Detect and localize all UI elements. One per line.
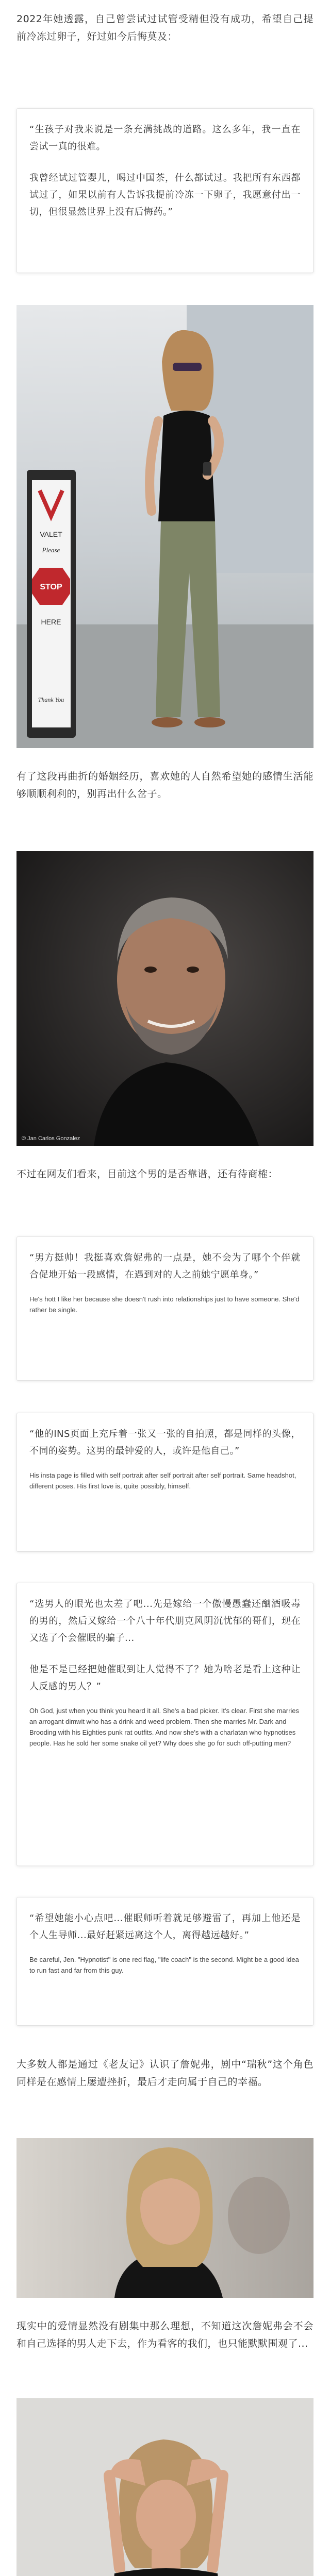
paragraph-5-block (16, 2317, 314, 2352)
quote-3-translation: His insta page is filled with self portrait after self portrait after self portrait. Same headshot, different poses. His first love is, quite possibly, himself. (29, 1471, 296, 1490)
quote-card-3 (16, 1413, 314, 1552)
photo-woman-black-dress-image (16, 2398, 314, 2576)
photo-woman-walking-image (16, 305, 314, 748)
quote-card-4 (16, 1583, 314, 1866)
photo-man-portrait-image (16, 851, 314, 1146)
quote-5-translation: Be careful, Jen. "Hypnotist" is one red flag, "life coach" is the second. Might be a good idea to run fast and far from this guy. (29, 1956, 299, 1974)
paragraph-5: 现实中的爱情显然没有剧集中那么理想，不知道这次詹妮弗会不会和自己选择的男人走下去，作为看客的我们，也只能默默围观了... (16, 2320, 314, 2349)
quote-5-text: “希望她能小心点吧...催眠师听着就足够避雷了，再加上他还是个人生导师...最好赶紧远离这个人，离得越远越好。” (29, 1913, 301, 1941)
sign-text-here: HERE (41, 618, 61, 626)
quote-2-text: “男方挺帅！我挺喜欢詹妮弗的一点是，她不会为了哪个个伴就合促地开始一段感情，在遇到对的人之前她宁愿单身。” (29, 1252, 301, 1280)
sign-text-stop: STOP (40, 583, 62, 591)
photo-woman-interview (16, 2138, 314, 2298)
paragraph-2-block (16, 768, 314, 803)
photo-woman-interview-image (16, 2138, 314, 2298)
sign-text-thankyou: Thank You (38, 696, 64, 703)
intro-paragraph-block (16, 10, 314, 45)
quote-card-2 (16, 1236, 314, 1381)
quote-card-1 (16, 108, 314, 273)
photo-man-portrait (16, 851, 314, 1146)
quote-1-text: “生孩子对我来说是一条充满挑战的道路。这么多年，我一直在尝试一真的很难。 (29, 124, 301, 152)
photo-woman-walking (16, 305, 314, 748)
photo-woman-black-dress (16, 2398, 314, 2576)
quote-3-text: “他的INS页面上充斥着一张又一张的自拍照，都是同样的头像，不同的姿势。这男的最钟爱的人，或许是他自己。” (29, 1429, 301, 1456)
sign-text-valet: VALET (40, 530, 62, 538)
quote-4-text: “选男人的眼光也太差了吧...先是嫁给一个傲慢愚蠢还酗酒吸毒的男的，然后又嫁给一个八十年代朋克风阴沉忧郁的哥们，现在又选了个会催眠的骗子... (29, 1599, 301, 1643)
quote-2-translation: He's hott I like her because she doesn't rush into relationships just to have someone. She'd rather be single. (29, 1295, 300, 1314)
paragraph-3: 不过在网友们看来，目前这个男的是否靠谱，还有待商榷： (16, 1168, 278, 1180)
paragraph-2: 有了这段再曲折的婚姻经历，喜欢她的人自然希望她的感情生活能够顺顺利利的，别再出什么岔子。 (16, 771, 314, 800)
paragraph-3-block (16, 1165, 314, 1183)
quote-card-5 (16, 1897, 314, 2026)
paragraph-4: 大多数人都是通过《老友记》认识了詹妮弗，剧中“瑞秋”这个角色同样是在感情上屡遭挫折，最后才走向属于自己的幸福。 (16, 2059, 314, 2088)
quote-4-translation: Oh God, just when you think you heard it all. She's a bad picker. It's clear. First she marries an arrogant dimwit who has a drink and weed problem. Then she marries Mr. Dark and Brooding with his Eighties punk rat outfits. And now she's with a charlatan who hypnotises people. Has he sold her some snake oil yet? Why does she go for such off-putting men? (29, 1707, 300, 1747)
quote-1-text-2: 我曾经试过管婴儿，喝过中国茶，什么都试过。我把所有东西都试过了，如果以前有人告诉我提前冷冻一下卵子，我愿意付出一切，但很显然世界上没有后悔药。” (29, 173, 301, 217)
quote-4-text-2: 他是不是已经把她催眠到让人觉得不了？她为啥老是看上这种让人反感的男人？” (29, 1664, 301, 1692)
photo-credit: © Jan Carlos Gonzalez (22, 1136, 80, 1142)
intro-paragraph: 2022年她透露，自己曾尝试过试管受精但没有成功，希望自己提前冷冻过卵子，好过如今后悔莫及： (16, 13, 314, 42)
sign-text-please: Please (42, 546, 60, 554)
paragraph-4-block (16, 2056, 314, 2091)
